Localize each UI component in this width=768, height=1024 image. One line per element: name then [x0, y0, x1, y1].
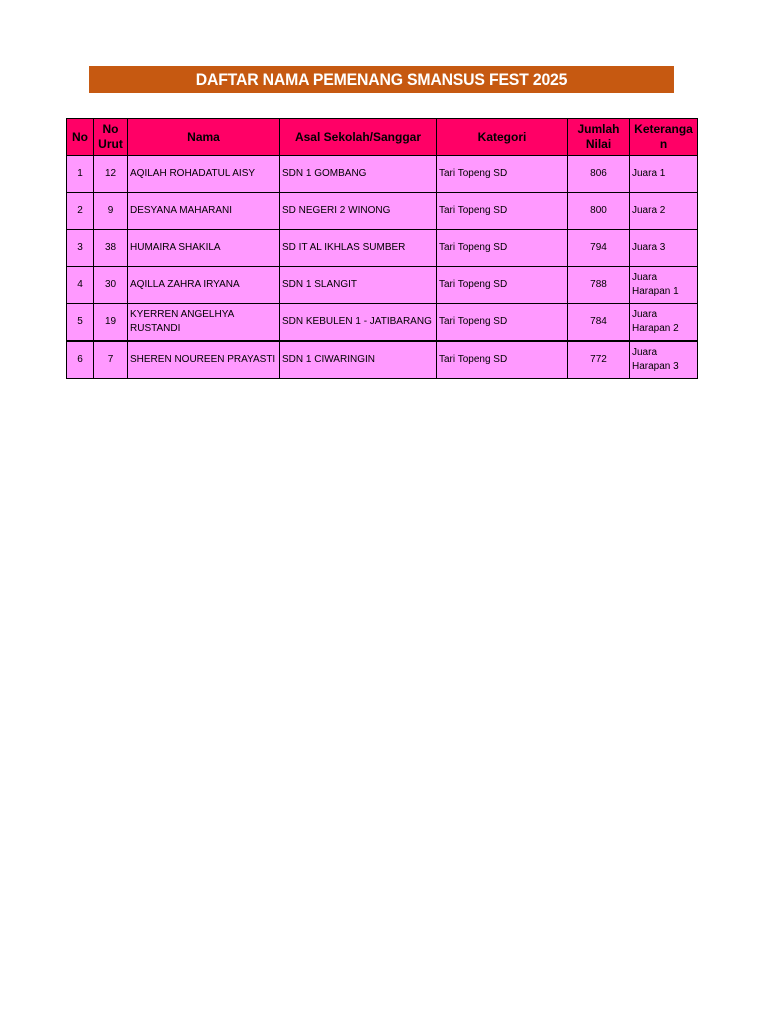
cell-ket-line1: Juara 2: [632, 205, 666, 216]
winners-table: [66, 118, 698, 379]
header-no-urut: [94, 119, 128, 156]
cell-keterangan: [630, 156, 698, 193]
cell-keterangan: [630, 267, 698, 304]
cell-nama: AQILLA ZAHRA IRYANA: [128, 267, 280, 304]
cell-asal-sekolah: SD IT AL IKHLAS SUMBER: [280, 230, 437, 267]
cell-nama: HUMAIRA SHAKILA: [128, 230, 280, 267]
header-nama: Nama: [128, 119, 280, 156]
table-header-row: [67, 119, 698, 156]
cell-kategori: Tari Topeng SD: [437, 267, 568, 304]
document-title: DAFTAR NAMA PEMENANG SMANSUS FEST 2025: [195, 70, 568, 89]
cell-no-urut: 30: [94, 267, 128, 304]
header-jumlah-line2: Nilai: [585, 137, 612, 151]
cell-no: 3: [67, 230, 94, 267]
cell-no: 5: [67, 304, 94, 342]
cell-ket-line1: Juara 1: [632, 168, 666, 179]
cell-asal-sekolah: SDN KEBULEN 1 - JATIBARANG: [280, 304, 437, 342]
cell-ket-line1: Juara: [632, 347, 658, 358]
table-row: [67, 156, 698, 193]
cell-jumlah-nilai: 800: [568, 193, 630, 230]
cell-ket-line2: Harapan 1: [632, 286, 679, 297]
header-no-urut-line2: Urut: [98, 137, 123, 151]
cell-no: 6: [67, 341, 94, 379]
cell-no: 4: [67, 267, 94, 304]
cell-no-urut: 9: [94, 193, 128, 230]
cell-nama: SHEREN NOUREEN PRAYASTI: [128, 341, 280, 379]
cell-no: 2: [67, 193, 94, 230]
header-keterangan: [630, 119, 698, 156]
header-kategori: Kategori: [437, 119, 568, 156]
header-no-urut-line1: No: [102, 122, 119, 136]
cell-jumlah-nilai: 772: [568, 341, 630, 379]
cell-ket-line1: Juara: [632, 309, 658, 320]
cell-no: 1: [67, 156, 94, 193]
header-jumlah-nilai: [568, 119, 630, 156]
cell-jumlah-nilai: 788: [568, 267, 630, 304]
header-ket-line2: n: [659, 137, 668, 151]
table-row: [67, 230, 698, 267]
table-row: [67, 267, 698, 304]
cell-jumlah-nilai: 806: [568, 156, 630, 193]
cell-nama: KYERREN ANGELHYA RUSTANDI: [128, 304, 280, 342]
cell-keterangan: [630, 230, 698, 267]
cell-kategori: Tari Topeng SD: [437, 156, 568, 193]
cell-kategori: Tari Topeng SD: [437, 193, 568, 230]
cell-ket-line1: Juara 3: [632, 242, 666, 253]
table-row: [67, 304, 698, 342]
cell-no-urut: 19: [94, 304, 128, 342]
cell-keterangan: [630, 304, 698, 342]
cell-keterangan: [630, 341, 698, 379]
cell-ket-line1: Juara: [632, 272, 658, 283]
table-row: [67, 341, 698, 379]
cell-kategori: Tari Topeng SD: [437, 230, 568, 267]
cell-kategori: Tari Topeng SD: [437, 304, 568, 342]
header-no: No: [67, 119, 94, 156]
cell-nama: DESYANA MAHARANI: [128, 193, 280, 230]
header-ket-line1: Keteranga: [634, 122, 693, 136]
table-row: [67, 193, 698, 230]
cell-keterangan: [630, 193, 698, 230]
document-title-bar: [89, 66, 674, 93]
cell-asal-sekolah: SDN 1 CIWARINGIN: [280, 341, 437, 379]
cell-ket-line2: Harapan 2: [632, 323, 679, 334]
cell-no-urut: 7: [94, 341, 128, 379]
header-jumlah-line1: Jumlah: [577, 122, 620, 136]
cell-ket-line2: Harapan 3: [632, 361, 679, 372]
cell-nama: AQILAH ROHADATUL AISY: [128, 156, 280, 193]
cell-jumlah-nilai: 794: [568, 230, 630, 267]
cell-asal-sekolah: SDN 1 GOMBANG: [280, 156, 437, 193]
cell-kategori: Tari Topeng SD: [437, 341, 568, 379]
cell-asal-sekolah: SDN 1 SLANGIT: [280, 267, 437, 304]
cell-no-urut: 12: [94, 156, 128, 193]
header-asal-sekolah: Asal Sekolah/Sanggar: [280, 119, 437, 156]
cell-asal-sekolah: SD NEGERI 2 WINONG: [280, 193, 437, 230]
cell-jumlah-nilai: 784: [568, 304, 630, 342]
cell-no-urut: 38: [94, 230, 128, 267]
